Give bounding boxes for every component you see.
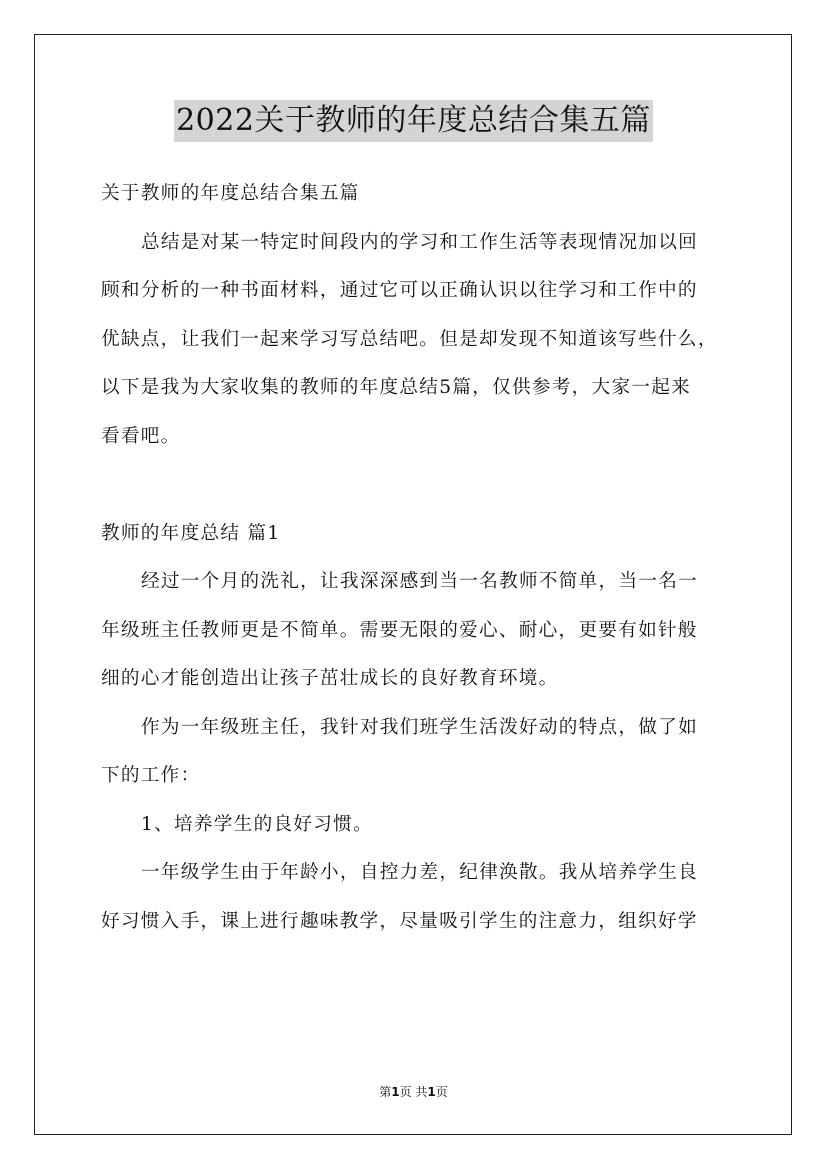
title-container xyxy=(0,100,827,142)
page-footer xyxy=(0,1083,827,1101)
document-title: 2022关于教师的年度总结合集五篇 xyxy=(174,100,653,142)
paragraph-line: 经过一个月的洗礼，让我深深感到当一名教师不简单，当一名一 xyxy=(141,571,699,592)
footer-page-suffix: 页 xyxy=(435,1085,448,1099)
document-body xyxy=(101,170,729,946)
footer-page-mid: 页 共 xyxy=(399,1085,428,1099)
paragraph-line: 优缺点，让我们一起来学习写总结吧。但是却发现不知道该写些什么， xyxy=(101,328,718,350)
footer-page-prefix: 第 xyxy=(379,1085,392,1099)
footer-page-number: 1 xyxy=(391,1085,400,1099)
paragraph-gap xyxy=(101,461,729,510)
paragraph-line: 以下是我为大家收集的教师的年度总结5篇，仅供参考，大家一起来 xyxy=(101,377,692,398)
paragraph-line: 顾和分析的一种书面材料，通过它可以正确认识以往学习和工作中的 xyxy=(101,280,698,301)
list-item-heading: 1、培养学生的良好习惯。 xyxy=(141,813,373,835)
section-heading: 教师的年度总结 篇1 xyxy=(101,522,281,544)
paragraph-line: 年级班主任教师更是不简单。需要无限的爱心、耐心，更要有如针般 xyxy=(101,619,698,641)
paragraph-line: 看看吧。 xyxy=(101,425,181,447)
subtitle-line: 关于教师的年度总结合集五篇 xyxy=(101,183,360,204)
paragraph-line: 好习惯入手，课上进行趣味教学，尽量吸引学生的注意力，组织好学 xyxy=(101,910,698,932)
paragraph-line: 一年级学生由于年龄小，自控力差，纪律涣散。我从培养学生良 xyxy=(141,862,699,883)
paragraph-line: 总结是对某一特定时间段内的学习和工作生活等表现情况加以回 xyxy=(141,231,699,253)
paragraph-line: 下的工作： xyxy=(101,765,201,786)
paragraph-line: 细的心才能创造出让孩子茁壮成长的良好教育环境。 xyxy=(101,668,559,689)
paragraph-line: 作为一年级班主任，我针对我们班学生活泼好动的特点，做了如 xyxy=(141,716,699,738)
footer-page-total: 1 xyxy=(427,1085,436,1099)
